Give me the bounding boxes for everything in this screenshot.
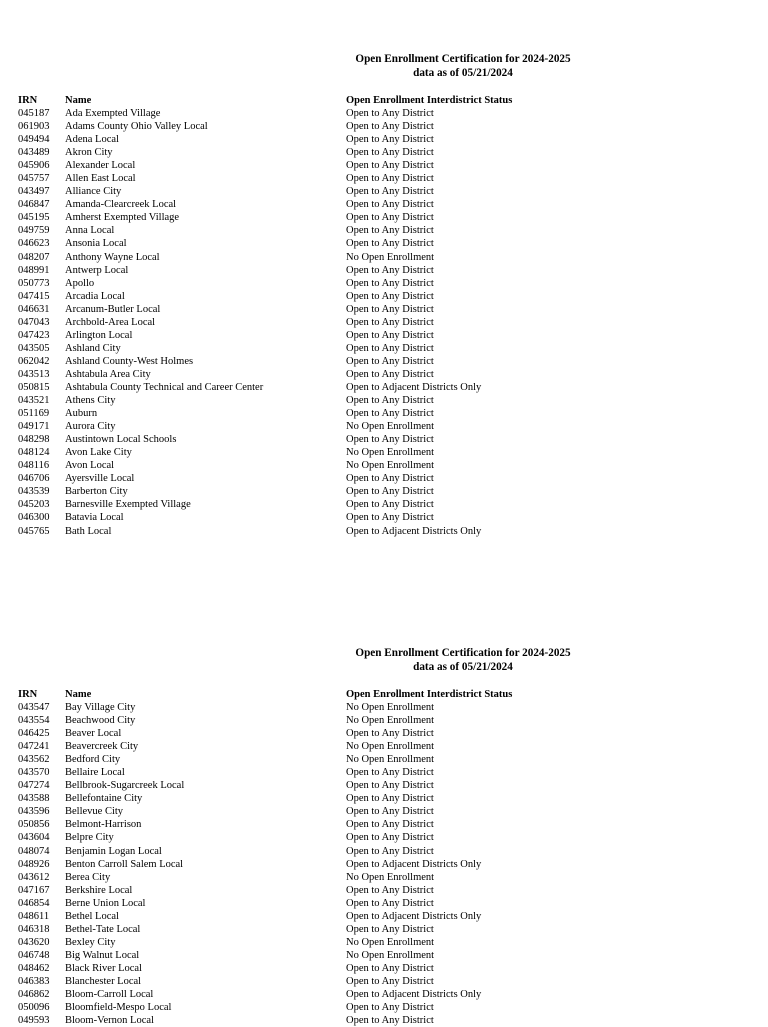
table-row	[0, 740, 768, 753]
irn-cell: 046847	[18, 199, 50, 211]
name-cell: Beaver Local	[65, 728, 122, 740]
table-row	[0, 237, 768, 250]
irn-cell: 048298	[18, 434, 50, 446]
table-row	[0, 290, 768, 303]
table-row	[0, 936, 768, 949]
name-cell: Auburn	[65, 408, 98, 420]
status-cell: Open to Any District	[346, 277, 434, 289]
status-cell: Open to Any District	[346, 793, 434, 805]
name-cell: Belpre City	[65, 832, 114, 844]
name-cell: Arcanum-Butler Local	[65, 303, 161, 315]
table-row	[0, 420, 768, 433]
irn-cell: 043497	[18, 186, 50, 198]
irn-cell: 050856	[18, 819, 50, 831]
name-cell: Berne Union Local	[65, 897, 146, 909]
irn-cell: 045906	[18, 160, 50, 172]
status-cell: Open to Any District	[346, 819, 434, 831]
name-cell: Alexander Local	[65, 160, 136, 172]
irn-cell: 046623	[18, 238, 50, 250]
name-cell: Ada Exempted Village	[65, 108, 161, 119]
table-row	[0, 342, 768, 355]
status-cell: Open to Adjacent Districts Only	[346, 381, 482, 393]
status-cell: Open to Any District	[346, 199, 434, 211]
status-cell: Open to Any District	[346, 923, 434, 935]
table-row	[0, 107, 768, 120]
irn-cell: 048462	[18, 962, 50, 974]
status-cell: Open to Any District	[346, 962, 434, 974]
name-cell: Blanchester Local	[65, 975, 142, 987]
table-row	[0, 185, 768, 198]
name-cell: Akron City	[65, 147, 113, 159]
name-cell: Antwerp Local	[65, 264, 129, 276]
table-row	[0, 133, 768, 146]
status-cell: No Open Enrollment	[346, 741, 435, 753]
name-cell: Ashland City	[65, 342, 121, 354]
name-cell: Bellevue City	[65, 806, 124, 818]
irn-cell: 046631	[18, 303, 50, 315]
table-row	[0, 845, 768, 858]
status-column-header: Open Enrollment Interdistrict Status	[346, 689, 513, 700]
name-cell: Batavia Local	[65, 512, 124, 524]
table-row	[0, 805, 768, 818]
table-row	[0, 701, 768, 714]
irn-cell: 043547	[18, 702, 50, 713]
name-cell: Bexley City	[65, 936, 116, 948]
name-cell: Bellefontaine City	[65, 793, 143, 805]
status-cell: Open to Any District	[346, 486, 434, 498]
table-row	[0, 511, 768, 524]
irn-cell: 043539	[18, 486, 50, 498]
table-row	[0, 485, 768, 498]
status-cell: No Open Enrollment	[346, 460, 435, 472]
name-cell: Beachwood City	[65, 715, 136, 727]
status-cell: Open to Any District	[346, 780, 434, 792]
irn-cell: 050815	[18, 381, 50, 393]
irn-column-header: IRN	[18, 95, 38, 106]
name-cell: Berkshire Local	[65, 884, 133, 896]
table-row	[0, 962, 768, 975]
irn-cell: 049494	[18, 134, 50, 146]
status-cell: Open to Adjacent Districts Only	[346, 989, 482, 1001]
name-cell: Berea City	[65, 871, 111, 883]
page-title	[323, 52, 603, 80]
irn-cell: 047423	[18, 329, 50, 341]
irn-cell: 048074	[18, 845, 50, 857]
status-column-header: Open Enrollment Interdistrict Status	[346, 95, 513, 106]
name-cell: Bedford City	[65, 754, 121, 766]
table-row	[0, 251, 768, 264]
irn-cell: 050773	[18, 277, 50, 289]
status-cell: Open to Any District	[346, 434, 434, 446]
irn-cell: 043588	[18, 793, 50, 805]
irn-cell: 043620	[18, 936, 50, 948]
table-row	[0, 446, 768, 459]
table-row	[0, 779, 768, 792]
table-row	[0, 792, 768, 805]
status-cell: No Open Enrollment	[346, 936, 435, 948]
name-cell: Avon Local	[65, 460, 115, 472]
irn-cell: 048926	[18, 858, 50, 870]
table-row	[0, 472, 768, 485]
table-row	[0, 316, 768, 329]
page-title	[323, 646, 603, 674]
irn-cell: 046383	[18, 975, 50, 987]
status-cell: Open to Any District	[346, 845, 434, 857]
table-row	[0, 753, 768, 766]
table-row	[0, 923, 768, 936]
status-cell: Open to Any District	[346, 225, 434, 237]
irn-cell: 048991	[18, 264, 50, 276]
irn-cell: 047167	[18, 884, 50, 896]
status-cell: Open to Any District	[346, 1002, 434, 1014]
status-cell: Open to Any District	[346, 173, 434, 185]
table-row	[0, 1014, 768, 1027]
name-cell: Adams County Ohio Valley Local	[65, 121, 208, 133]
table-row	[0, 198, 768, 211]
table-row	[0, 727, 768, 740]
irn-cell: 046854	[18, 897, 50, 909]
status-cell: Open to Any District	[346, 160, 434, 172]
name-column-header: Name	[65, 689, 92, 700]
table-row	[0, 975, 768, 988]
name-cell: Apollo	[65, 277, 95, 289]
irn-cell: 048116	[18, 460, 50, 472]
name-cell: Ashtabula County Technical and Career Center	[65, 381, 264, 393]
status-cell: Open to Adjacent Districts Only	[346, 858, 482, 870]
table-row	[0, 766, 768, 779]
status-cell: Open to Any District	[346, 728, 434, 740]
table-row	[0, 211, 768, 224]
status-cell: Open to Any District	[346, 473, 434, 485]
name-cell: Benton Carroll Salem Local	[65, 858, 184, 870]
irn-cell: 043513	[18, 368, 50, 380]
table-row	[0, 368, 768, 381]
table-row	[0, 858, 768, 871]
table-row	[0, 381, 768, 394]
name-cell: Bay Village City	[65, 702, 136, 713]
name-cell: Arcadia Local	[65, 290, 125, 302]
irn-cell: 047241	[18, 741, 50, 753]
name-cell: Athens City	[65, 395, 116, 407]
table-row	[0, 433, 768, 446]
name-cell: Barberton City	[65, 486, 128, 498]
table-row	[0, 355, 768, 368]
irn-cell: 046425	[18, 728, 50, 740]
status-cell: Open to Any District	[346, 108, 434, 119]
table-row	[0, 525, 768, 538]
status-cell: No Open Enrollment	[346, 702, 435, 713]
table-row	[0, 277, 768, 290]
irn-cell: 048207	[18, 251, 50, 263]
name-column-header: Name	[65, 95, 92, 106]
name-cell: Barnesville Exempted Village	[65, 499, 191, 511]
irn-cell: 045195	[18, 212, 50, 224]
irn-cell: 047415	[18, 290, 50, 302]
name-cell: Bellbrook-Sugarcreek Local	[65, 780, 185, 792]
status-cell: Open to Any District	[346, 134, 434, 146]
irn-cell: 049593	[18, 1015, 50, 1027]
status-cell: No Open Enrollment	[346, 871, 435, 883]
status-cell: Open to Adjacent Districts Only	[346, 910, 482, 922]
status-cell: No Open Enrollment	[346, 949, 435, 961]
status-cell: Open to Any District	[346, 408, 434, 420]
status-cell: Open to Any District	[346, 238, 434, 250]
table-row	[0, 871, 768, 884]
status-cell: Open to Any District	[346, 897, 434, 909]
name-cell: Bethel-Tate Local	[65, 923, 141, 935]
name-cell: Anna Local	[65, 225, 115, 237]
status-cell: Open to Any District	[346, 355, 434, 367]
subtitle-line: data as of 05/21/2024	[413, 661, 513, 673]
name-cell: Avon Lake City	[65, 447, 132, 459]
name-cell: Archbold-Area Local	[65, 316, 156, 328]
irn-cell: 045765	[18, 525, 50, 537]
irn-cell: 043554	[18, 715, 50, 727]
irn-cell: 045757	[18, 173, 50, 185]
irn-cell: 043562	[18, 754, 50, 766]
irn-cell: 043596	[18, 806, 50, 818]
status-cell: Open to Any District	[346, 884, 434, 896]
table-row	[0, 897, 768, 910]
name-cell: Aurora City	[65, 421, 116, 433]
irn-cell: 047274	[18, 780, 50, 792]
table-row	[0, 714, 768, 727]
status-cell: Open to Any District	[346, 212, 434, 224]
table-row	[0, 120, 768, 133]
name-cell: Austintown Local Schools	[65, 434, 177, 446]
name-cell: Benjamin Logan Local	[65, 845, 162, 857]
name-cell: Bloom-Carroll Local	[65, 989, 154, 1001]
table-row	[0, 329, 768, 342]
name-cell: Adena Local	[65, 134, 119, 146]
name-cell: Ayersville Local	[65, 473, 135, 485]
status-cell: Open to Any District	[346, 512, 434, 524]
status-cell: Open to Any District	[346, 767, 434, 779]
irn-cell: 043612	[18, 871, 50, 883]
irn-cell: 043505	[18, 342, 50, 354]
irn-cell: 043570	[18, 767, 50, 779]
irn-cell: 043521	[18, 395, 50, 407]
name-cell: Ashtabula Area City	[65, 368, 151, 380]
irn-cell: 046748	[18, 949, 50, 961]
table-row	[0, 172, 768, 185]
table-row	[0, 224, 768, 237]
irn-cell: 046318	[18, 923, 50, 935]
table-row	[0, 1001, 768, 1014]
name-cell: Belmont-Harrison	[65, 819, 142, 831]
status-cell: Open to Any District	[346, 1015, 434, 1027]
subtitle-line: data as of 05/21/2024	[413, 67, 513, 79]
status-cell: No Open Enrollment	[346, 251, 435, 263]
table-row	[0, 949, 768, 962]
irn-cell: 045203	[18, 499, 50, 511]
name-cell: Amherst Exempted Village	[65, 212, 180, 224]
name-cell: Amanda-Clearcreek Local	[65, 199, 177, 211]
name-cell: Anthony Wayne Local	[65, 251, 160, 263]
irn-cell: 062042	[18, 355, 50, 367]
irn-cell: 047043	[18, 316, 50, 328]
table-row	[0, 818, 768, 831]
title-line: Open Enrollment Certification for 2024-2025	[355, 647, 571, 659]
table-row	[0, 407, 768, 420]
irn-cell: 048124	[18, 447, 50, 459]
name-cell: Big Walnut Local	[65, 949, 140, 961]
status-cell: Open to Any District	[346, 499, 434, 511]
name-cell: Bath Local	[65, 525, 112, 537]
irn-cell: 050096	[18, 1002, 50, 1014]
status-cell: No Open Enrollment	[346, 715, 435, 727]
irn-cell: 043489	[18, 147, 50, 159]
status-cell: Open to Any District	[346, 147, 434, 159]
name-cell: Bloom-Vernon Local	[65, 1015, 154, 1027]
table-row	[0, 146, 768, 159]
irn-cell: 046300	[18, 512, 50, 524]
name-cell: Alliance City	[65, 186, 122, 198]
status-cell: Open to Any District	[346, 316, 434, 328]
table-row	[0, 303, 768, 316]
irn-cell: 048611	[18, 910, 50, 922]
irn-cell: 049171	[18, 421, 50, 433]
status-cell: Open to Any District	[346, 303, 434, 315]
table-row	[0, 159, 768, 172]
name-cell: Arlington Local	[65, 329, 133, 341]
irn-cell: 051169	[18, 408, 50, 420]
status-cell: Open to Any District	[346, 264, 434, 276]
table-row	[0, 988, 768, 1001]
name-cell: Ansonia Local	[65, 238, 127, 250]
irn-cell: 061903	[18, 121, 50, 133]
irn-cell: 043604	[18, 832, 50, 844]
irn-cell: 049759	[18, 225, 50, 237]
status-cell: Open to Any District	[346, 329, 434, 341]
table-row	[0, 459, 768, 472]
name-cell: Bellaire Local	[65, 767, 125, 779]
name-cell: Ashland County-West Holmes	[65, 355, 194, 367]
status-cell: Open to Any District	[346, 290, 434, 302]
status-cell: No Open Enrollment	[346, 447, 435, 459]
table-body	[0, 701, 768, 1027]
table-body	[0, 107, 768, 538]
status-cell: Open to Any District	[346, 832, 434, 844]
title-line: Open Enrollment Certification for 2024-2025	[355, 53, 571, 65]
irn-cell: 046706	[18, 473, 50, 485]
status-cell: No Open Enrollment	[346, 754, 435, 766]
irn-cell: 045187	[18, 108, 50, 119]
page-block-2	[0, 594, 768, 1027]
table-row	[0, 264, 768, 277]
name-cell: Bethel Local	[65, 910, 119, 922]
status-cell: Open to Any District	[346, 806, 434, 818]
irn-cell: 046862	[18, 989, 50, 1001]
status-cell: No Open Enrollment	[346, 421, 435, 433]
status-cell: Open to Any District	[346, 368, 434, 380]
status-cell: Open to Any District	[346, 342, 434, 354]
name-cell: Bloomfield-Mespo Local	[65, 1002, 172, 1014]
name-cell: Black River Local	[65, 962, 142, 974]
table-row	[0, 831, 768, 844]
status-cell: Open to Adjacent Districts Only	[346, 525, 482, 537]
status-cell: Open to Any District	[346, 975, 434, 987]
table-row	[0, 394, 768, 407]
table-row	[0, 884, 768, 897]
status-cell: Open to Any District	[346, 121, 434, 133]
table-row	[0, 910, 768, 923]
name-cell: Beavercreek City	[65, 741, 139, 753]
status-cell: Open to Any District	[346, 395, 434, 407]
irn-column-header: IRN	[18, 689, 38, 700]
status-cell: Open to Any District	[346, 186, 434, 198]
table-row	[0, 498, 768, 511]
name-cell: Allen East Local	[65, 173, 136, 185]
